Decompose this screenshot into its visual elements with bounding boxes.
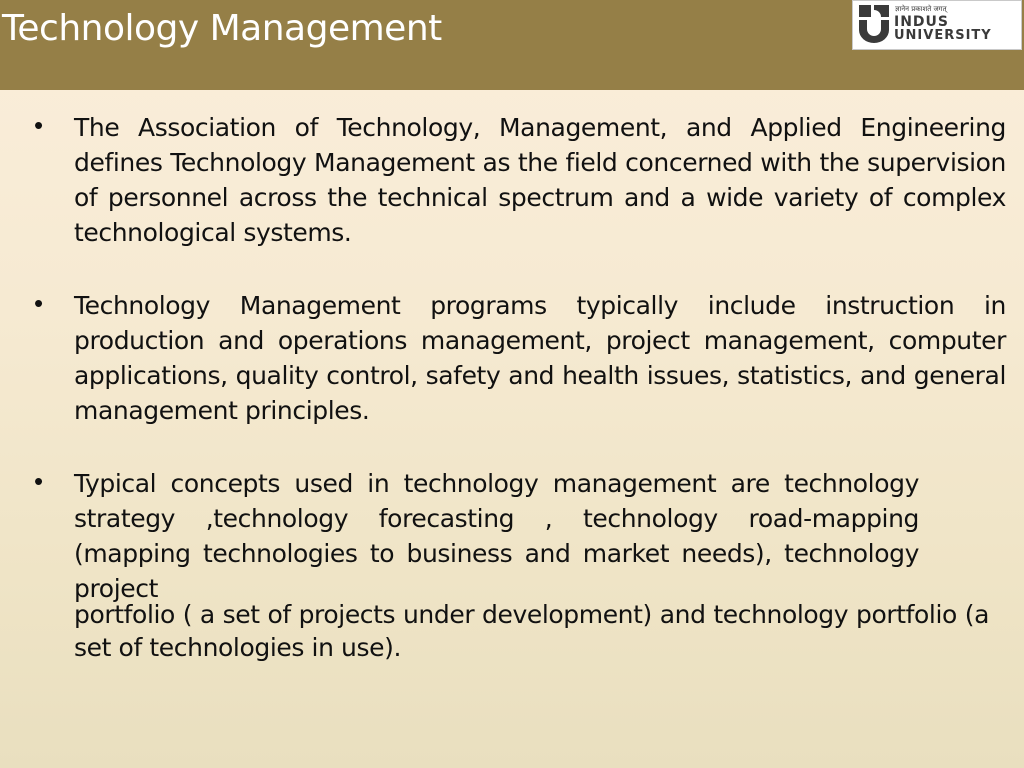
bullet-text: The Association of Technology, Management, and Applied Engineering defines Technology Management as the field concerned with the supervision of personnel across the technical spectrum and a wide variety of complex technological systems. [74, 113, 1006, 247]
bullet-text: Typical concepts used in technology management are technology strategy ,technology forecasting , technology road-mapping (mapping technologies to business and market needs), technology project [74, 469, 919, 603]
logo-wordmark-indus: INDUS [894, 14, 949, 30]
logo-wordmark-university: UNIVERSITY [894, 28, 992, 43]
bullet-point-icon: • [34, 466, 44, 496]
indus-emblem-icon [859, 5, 889, 43]
logo-tagline: ज्ञानेन प्रकाशते जगत् [895, 5, 947, 13]
bullet-text-continuation: portfolio ( a set of projects under development) and technology portfolio (a set of technologies in use). [74, 600, 989, 662]
bullet-point-icon: • [34, 110, 44, 140]
bullet-point-icon: • [34, 288, 44, 318]
bullet-text: Technology Management programs typically include instruction in production and operations management, project management, computer applications, quality control, safety and health issues, statistics, and general management principles. [74, 291, 1006, 425]
university-logo [852, 0, 1022, 50]
title-bar [0, 0, 1024, 90]
slide-title: Technology Management [2, 8, 442, 49]
